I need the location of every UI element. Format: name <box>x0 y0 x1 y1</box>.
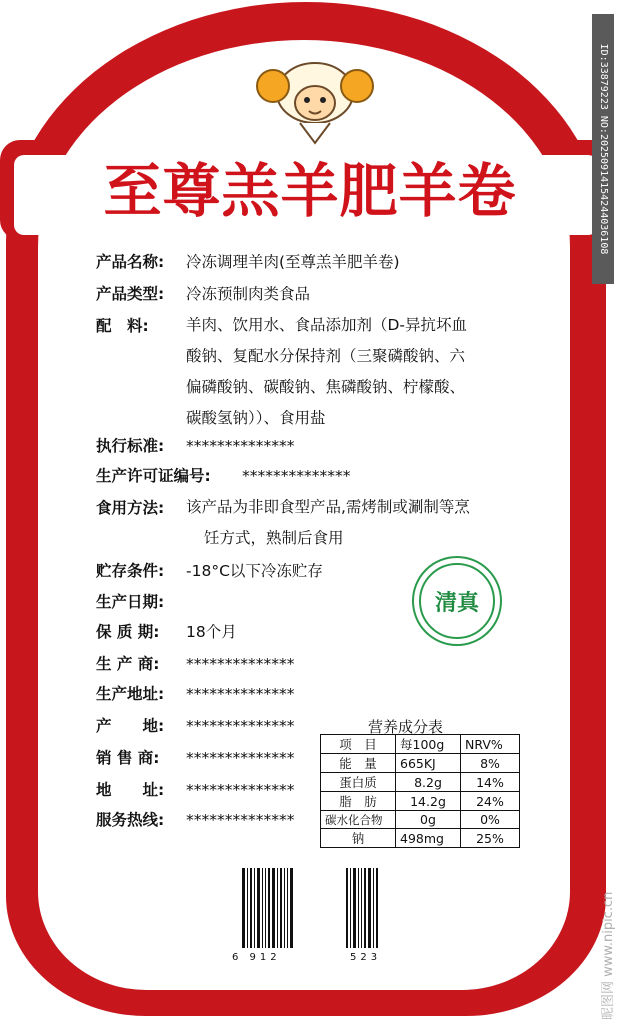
producer-value: ************** <box>186 655 295 673</box>
field-origin <box>96 716 164 736</box>
product-name-value: 冷冻调理羊肉(至尊羔羊肥羊卷) <box>186 253 400 271</box>
field-label: 产 地: <box>96 717 165 735</box>
table-header: 项 目 <box>321 735 396 754</box>
field-label: 生产地址: <box>96 685 165 703</box>
origin-value: ************** <box>186 717 295 735</box>
field-producer <box>96 654 160 674</box>
watermark <box>596 800 622 1020</box>
table-cell: 24% <box>461 792 520 811</box>
field-label: 地 址: <box>96 781 165 799</box>
table-row <box>321 754 520 773</box>
barcode-right <box>346 868 380 948</box>
table-row <box>321 735 520 754</box>
table-cell: 0g <box>396 811 461 829</box>
field-product-name <box>96 252 164 272</box>
table-cell: 8.2g <box>396 773 461 792</box>
table-cell: 0% <box>461 811 520 829</box>
shelf-life-value: 18个月 <box>186 623 237 641</box>
table-cell: 能 量 <box>321 754 396 773</box>
field-usage <box>96 498 164 518</box>
field-label: 保 质 期: <box>96 623 160 641</box>
sheep-mascot-icon <box>255 48 375 148</box>
table-cell: 碳水化合物 <box>321 811 396 829</box>
table-cell: 25% <box>461 829 520 848</box>
product-type-value: 冷冻预制肉类食品 <box>186 285 311 303</box>
field-ingredients <box>96 316 149 336</box>
image-id-text: ID:33879223 NO:20250914154244036108 <box>598 43 609 255</box>
usage-value <box>186 492 470 554</box>
field-license <box>96 466 211 486</box>
ingredients-value <box>186 310 467 434</box>
barcode-left-digits: 6 912 <box>232 952 281 963</box>
ingredients-line: 羊肉、饮用水、食品添加剂（D-异抗坏血 <box>186 316 468 334</box>
table-cell: 8% <box>461 754 520 773</box>
field-storage <box>96 561 164 581</box>
table-cell: 钠 <box>321 829 396 848</box>
field-label: 产品名称: <box>96 253 165 271</box>
usage-line: 饪方式，熟制后食用 <box>204 529 344 547</box>
table-cell: 蛋白质 <box>321 773 396 792</box>
table-cell: 498mg <box>396 829 461 848</box>
nutrition-table <box>320 734 520 848</box>
field-standard <box>96 436 164 456</box>
table-row <box>321 811 520 829</box>
storage-value: -18°C以下冷冻贮存 <box>186 562 323 580</box>
image-id-strip <box>592 14 614 284</box>
table-header: NRV% <box>461 735 520 754</box>
field-seller-address <box>96 780 164 800</box>
license-value: ************** <box>242 467 351 485</box>
halal-seal <box>412 556 502 646</box>
field-product-type <box>96 284 164 304</box>
field-seller <box>96 748 160 768</box>
ingredients-line: 酸钠、复配水分保持剂（三聚磷酸钠、六 <box>186 347 466 365</box>
field-label: 生产日期: <box>96 593 165 611</box>
table-row <box>321 773 520 792</box>
field-label: 生产许可证编号: <box>96 467 211 485</box>
field-label: 配 料: <box>96 317 149 335</box>
field-label: 食用方法: <box>96 499 165 517</box>
table-cell: 脂 肪 <box>321 792 396 811</box>
field-label: 生 产 商: <box>96 655 160 673</box>
ingredients-line: 碳酸氢钠））、食用盐 <box>186 409 326 427</box>
table-cell: 665KJ <box>396 754 461 773</box>
production-address-value: ************** <box>186 685 295 703</box>
field-label: 产品类型: <box>96 285 165 303</box>
standard-value: ************** <box>186 437 295 455</box>
seller-address-value: ************** <box>186 781 295 799</box>
hotline-value: ************** <box>186 811 295 829</box>
halal-text: 清真 <box>434 591 479 616</box>
field-hotline <box>96 810 164 830</box>
field-label: 执行标准: <box>96 437 165 455</box>
usage-line: 该产品为非即食型产品,需烤制或涮制等烹 <box>186 498 470 516</box>
field-label: 服务热线: <box>96 811 165 829</box>
table-cell: 14% <box>461 773 520 792</box>
field-production-address <box>96 684 164 704</box>
table-row <box>321 829 520 848</box>
ingredients-line: 偏磷酸钠、碳酸钠、焦磷酸钠、柠檬酸、 <box>186 378 466 396</box>
field-shelf-life <box>96 622 160 642</box>
barcode-left <box>242 868 295 948</box>
seller-value: ************** <box>186 749 295 767</box>
table-cell: 14.2g <box>396 792 461 811</box>
nutrition-title: 营养成分表 <box>368 718 444 736</box>
barcode-right-digits: 523 <box>350 952 382 963</box>
field-production-date <box>96 592 164 612</box>
field-label: 贮存条件: <box>96 562 165 580</box>
product-title: 至尊羔羊肥羊卷 <box>103 157 517 225</box>
watermark-text: 昵图网 www.nipic.cn <box>601 891 616 1020</box>
table-row <box>321 792 520 811</box>
field-label: 销 售 商: <box>96 749 160 767</box>
table-header: 每100g <box>396 735 461 754</box>
